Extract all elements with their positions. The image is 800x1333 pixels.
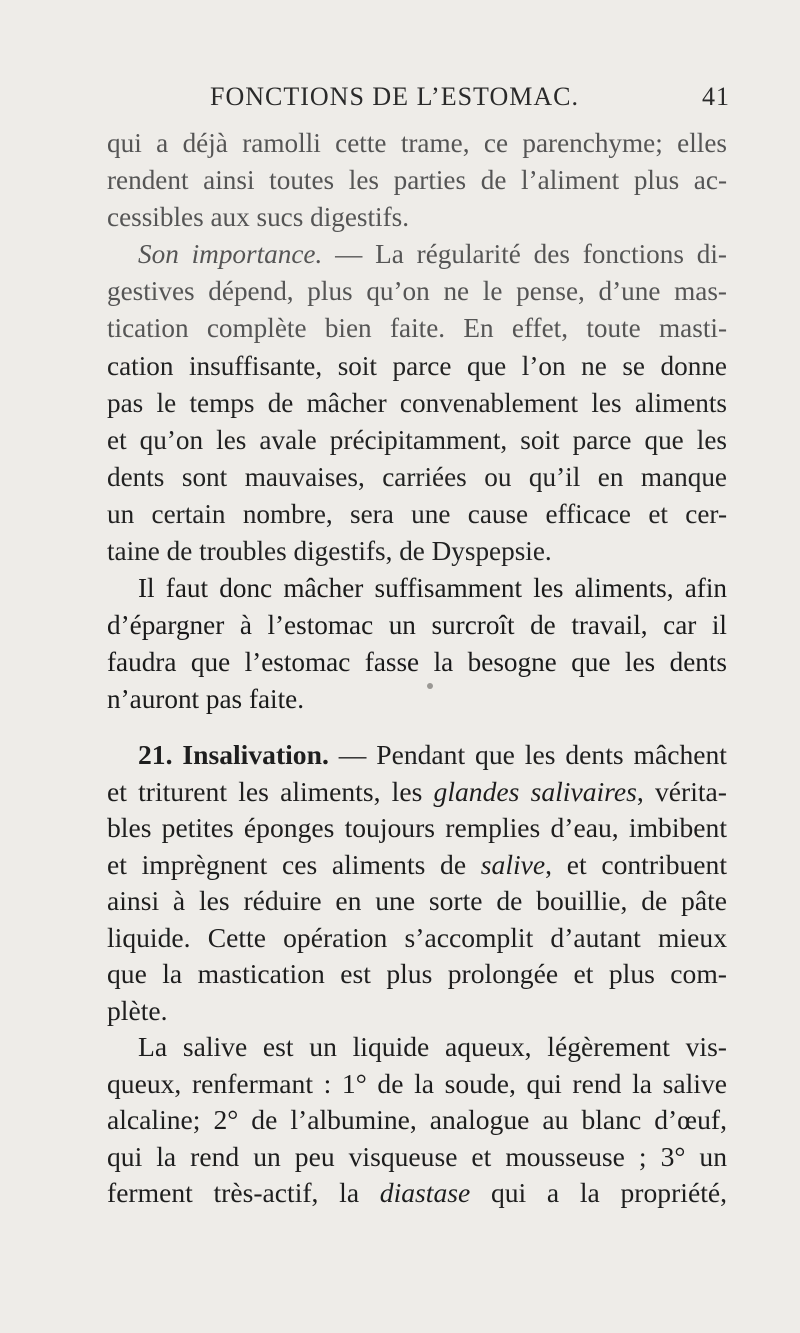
text-span: — La régularité des fonctions di- (322, 239, 727, 270)
text-line: liquide. Cette opération s’accomplit d’autant mieux (107, 921, 727, 953)
italic-term: salive (480, 848, 546, 880)
text-line: tication complète bien faite. En effet, toute masti- (107, 313, 727, 344)
text-line: pas le temps de mâcher convenablement les aliments (107, 387, 727, 418)
italic-term: diastase (379, 1177, 471, 1208)
side-heading: Son importance. (138, 239, 323, 270)
text-block-lower (107, 737, 727, 1212)
text-line: gestives dépend, plus qu’on ne le pense, d’une mas- (107, 276, 727, 307)
text-span: , vérita- (636, 775, 727, 807)
ink-speck (427, 683, 433, 689)
text-span: et triturent les aliments, les (107, 775, 434, 807)
page-number: 41 (702, 82, 730, 111)
paragraph-start-line: Il faut donc mâcher suffisamment les aliments, afin (138, 573, 727, 604)
running-title: FONCTIONS DE L’ESTOMAC. (210, 82, 579, 111)
text-line: d’épargner à l’estomac un surcroît de travail, car il (107, 610, 727, 641)
text-line: n’auront pas faite. (107, 684, 305, 715)
text-span: ferment très-actif, la (107, 1177, 380, 1208)
text-line: rendent ainsi toutes les parties de l’aliment plus ac- (107, 165, 727, 196)
text-span: — Pendant que les dents mâchent (338, 739, 727, 770)
text-line (107, 847, 727, 884)
text-line: bles petites éponges toujours remplies d’eau, imbibent (107, 812, 727, 843)
running-header (210, 82, 730, 116)
text-line: que la mastication est plus prolongée et plus com- (107, 958, 727, 989)
text-line: ainsi à les réduire en une sorte de bouillie, de pâte (107, 885, 727, 916)
text-line: alcaline; 2° de l’albumine, analogue au blanc d’œuf, (107, 1104, 727, 1135)
text-line: qui a déjà ramolli cette trame, ce parenchyme; elles (107, 128, 727, 158)
text-line: qui la rend un peu visqueuse et mousseuse ; 3° un (107, 1140, 727, 1172)
italic-term: glandes salivaires (433, 775, 637, 807)
text-line: queux, renfermant : 1° de la soude, qui rend la salive (107, 1067, 727, 1099)
text-line: un certain nombre, sera une cause efficace et cer- (107, 498, 727, 529)
section-heading-line (107, 737, 727, 774)
text-line: cation insuffisante, soit parce que l’on ne se donne (107, 350, 727, 381)
text-line (107, 774, 727, 811)
paragraph-start-line (107, 236, 727, 273)
text-line: plète. (107, 994, 168, 1026)
text-line: faudra que l’estomac fasse la besogne que les dents (107, 647, 727, 678)
text-span: et imprègnent ces aliments de (107, 848, 481, 880)
text-line: taine de troubles digestifs, de Dyspepsie. (107, 536, 552, 567)
text-line: cessibles aux sucs digestifs. (107, 202, 410, 233)
paragraph-start-line: La salive est un liquide aqueux, légèrement vis- (138, 1031, 727, 1062)
text-line: et qu’on les avale précipitamment, soit parce que les (107, 424, 727, 455)
text-line (107, 1175, 727, 1212)
section-heading: 21. Insalivation. (138, 739, 329, 770)
text-span: , et contribuent (545, 848, 728, 880)
text-line: dents sont mauvaises, carriées ou qu’il en manque (107, 461, 727, 492)
text-span: qui a la propriété, (470, 1177, 728, 1208)
text-block-upper (107, 125, 727, 719)
